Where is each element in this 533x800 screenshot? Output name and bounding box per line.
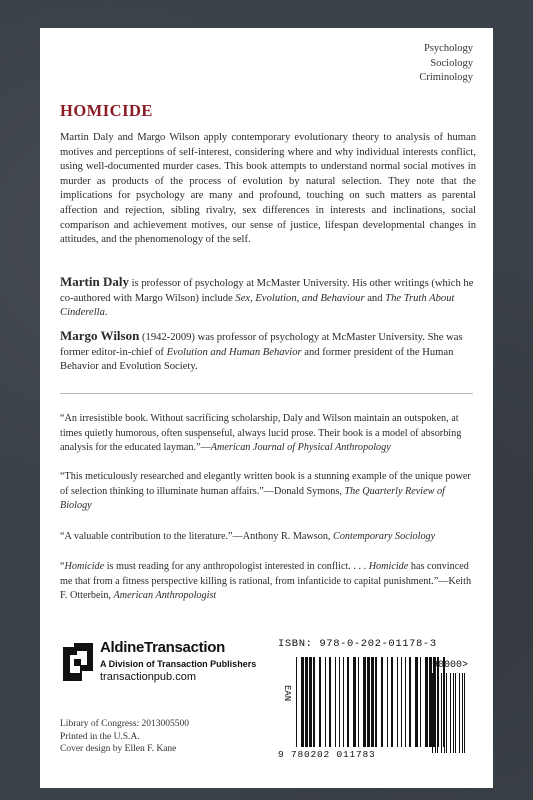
barcode-bar <box>339 657 340 747</box>
barcode-bars <box>296 657 446 747</box>
barcode-bar <box>329 657 331 747</box>
quote-text: “This meticulously researched and elegantly written book is a stunning example of the unique power of selection thinking to illuminate human affairs.”—Donald Symons, <box>60 471 471 497</box>
barcode-bar <box>446 673 447 753</box>
back-cover-panel <box>40 28 493 788</box>
barcode-bar <box>459 673 460 753</box>
author-bio-daly <box>60 275 476 321</box>
barcode-bar <box>325 657 326 747</box>
quote-source: American Journal of Physical Anthropology <box>210 442 391 454</box>
quote-source: American Anthropologist <box>113 590 217 602</box>
barcode-bar <box>397 657 398 747</box>
barcode-bar <box>335 657 336 747</box>
barcode-bar <box>437 673 438 753</box>
barcode-bar <box>420 657 421 747</box>
quote-source: The Quarterly Review of Biology <box>60 485 445 512</box>
subject-categories <box>419 42 473 86</box>
publisher-division: A Division of Transaction Publishers <box>100 659 257 669</box>
subject-criminology: Criminology <box>419 72 473 83</box>
barcode-bar <box>375 657 377 747</box>
book-description: Martin Daly and Margo Wilson apply contemporary evolutionary theory to analysis of human motives and perceptions of self-interest, considering where and why individual interests conflict, using well-documented murder cases. This book attempts to understand normal social motives in murder as products of the process of evolution by natural selection. They note that the implications for psychology are many and profound, touching on such matters as parental affection and rejection, sibling rivalry, sex differences in interests and inclinations, social comparison and achievement motives, our sense of justice, lifespan developmental changes in attitudes, and the phenomenology of the self. <box>60 132 476 246</box>
quote-title-ref: Homicide <box>64 561 105 572</box>
subject-psychology: Psychology <box>423 43 473 54</box>
library-of-congress: Library of Congress: 2013005500 <box>60 719 190 729</box>
barcode-bar <box>464 673 465 753</box>
colophon <box>60 718 189 756</box>
author-name: Margo Wilson <box>60 328 140 343</box>
barcode-bar <box>363 657 366 747</box>
barcode-bar <box>455 673 456 753</box>
barcode-bar <box>319 657 321 747</box>
quote-text: “An irresistible book. Without sacrificing scholarship, Daly and Wilson maintain an outspoken, at times quietly humorous, often suspenseful, always lucid prose. Their book is a model of absorbing analysis for the educated layman.”— <box>60 413 462 454</box>
review-quote: “Homicide is must reading for any anthropologist interested in conflict. . . . Homicide has convinced me that from a fitness perspective killing is rational, from infanticide to capital punishment.”—Keith F. Otterbein, American Anthropologist <box>60 561 472 602</box>
author-name: Martin Daly <box>60 274 129 289</box>
price-barcode-bars <box>432 673 472 753</box>
book-title: HOMICIDE <box>60 101 153 120</box>
isbn-number: ISBN: 978-0-202-01178-3 <box>278 638 437 650</box>
subject-sociology: Sociology <box>430 57 473 69</box>
barcode-bar <box>453 673 454 753</box>
bio-text: . <box>104 307 108 319</box>
review-quote <box>60 470 476 514</box>
journal-reference: Evolution and Human Behavior <box>166 346 302 358</box>
quote-text: has convinced me that from a fitness perspective killing is rational, from infanticide to capital punishment.”—Keith F. Otterbein, <box>60 561 472 602</box>
bio-text: and former president of the Human Behavior and Evolution Society. <box>60 346 454 373</box>
barcode-bar <box>462 673 463 753</box>
price-code: 90000> <box>432 660 469 671</box>
barcode-bar <box>367 657 370 747</box>
barcode-bar <box>313 657 315 747</box>
bio-text: is professor of psychology at McMaster University. His other writings (which he co-authored with Margo Wilson) include <box>60 278 474 304</box>
barcode-bar <box>435 673 436 753</box>
barcode-bar <box>401 657 402 747</box>
isbn-barcode <box>278 655 473 775</box>
bio-text: (1942-2009) was professor of psychology at McMaster University. She was former editor-in-chief of <box>60 332 463 358</box>
barcode-bar <box>415 657 418 747</box>
barcode-bar <box>450 673 451 753</box>
barcode-bar <box>309 657 312 747</box>
barcode-bar <box>432 673 433 753</box>
barcode-bar <box>409 657 411 747</box>
review-quote <box>60 530 476 545</box>
barcode-bar <box>353 657 356 747</box>
review-quote <box>60 412 476 456</box>
barcode-bar <box>391 657 393 747</box>
barcode-bar <box>305 657 308 747</box>
publisher-mark-icon <box>60 641 96 683</box>
quote-title-ref: Homicide <box>368 561 409 572</box>
barcode-digits: 9 780202 011783 <box>278 749 376 760</box>
barcode-bar <box>381 657 383 747</box>
barcode-bar <box>371 657 374 747</box>
publisher-name: AldineTransaction <box>100 639 225 656</box>
quote-text: is must reading for any anthropologist interested in conflict. . . . <box>104 561 369 572</box>
book-reference: Sex, Evolution, and Behaviour <box>235 292 365 304</box>
ean-label: EAN <box>282 685 292 702</box>
publisher-logo <box>60 641 290 696</box>
publisher-url: transactionpub.com <box>100 671 196 683</box>
barcode-bar <box>343 657 344 747</box>
barcode-bar <box>425 657 428 747</box>
bio-text: and <box>364 292 386 304</box>
quote-text: “A valuable contribution to the literature.”—Anthony R. Mawson, <box>60 531 334 542</box>
barcode-bar <box>441 673 442 753</box>
barcode-bar <box>347 657 349 747</box>
barcode-bar <box>387 657 388 747</box>
printed-in: Printed in the U.S.A. <box>60 731 140 742</box>
cover-design-credit: Cover design by Ellen F. Kane <box>60 744 177 754</box>
barcode-bar <box>405 657 406 747</box>
barcode-bar <box>444 673 445 753</box>
barcode-bar <box>296 657 297 747</box>
barcode-bar <box>301 657 304 747</box>
book-reference: The Truth About Cinderella <box>60 292 455 319</box>
quote-source: Contemporary Sociology <box>333 531 436 542</box>
divider <box>60 393 473 394</box>
author-bio-wilson <box>60 329 476 375</box>
barcode-bar <box>358 657 359 747</box>
